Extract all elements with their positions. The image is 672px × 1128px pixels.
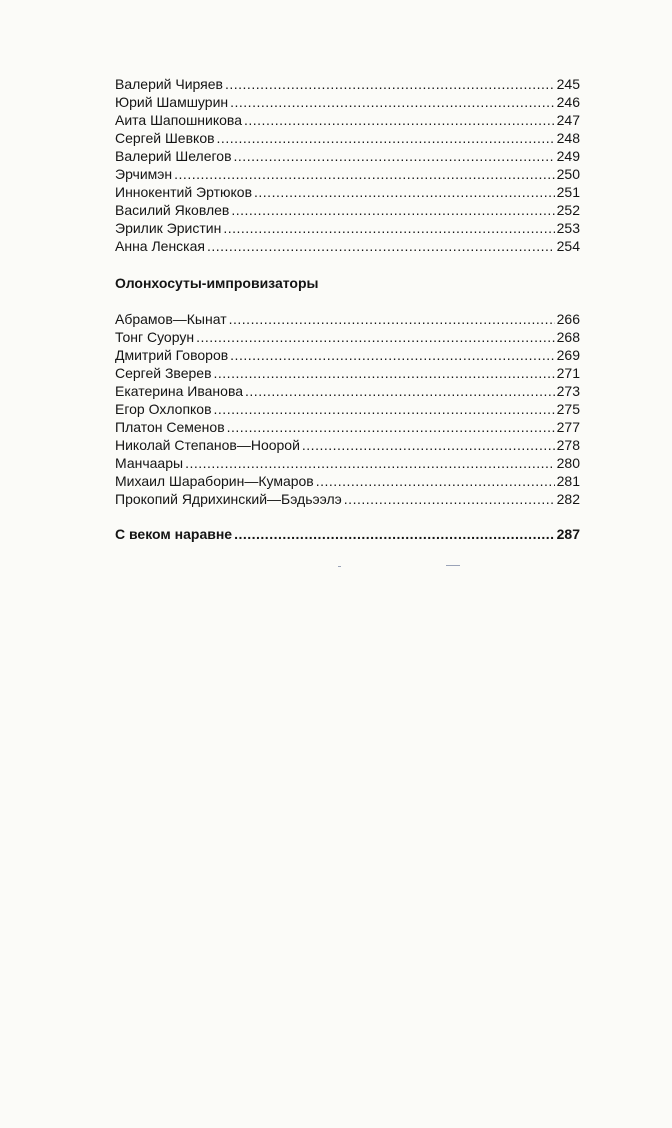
toc-entry <box>115 310 580 328</box>
entry-page-number: 287 <box>556 526 580 542</box>
entry-title: Иннокентий Эртюков <box>115 184 253 200</box>
entry-page-number: 252 <box>556 202 580 218</box>
toc-entry <box>115 165 580 183</box>
toc-entry <box>115 201 580 219</box>
dot-leader <box>214 400 555 418</box>
toc-entry <box>115 75 580 93</box>
entry-page-number: 251 <box>556 184 580 200</box>
dot-leader <box>229 310 555 328</box>
entry-title: Николай Степанов—Ноорой <box>115 437 300 453</box>
entry-title: Екатерина Иванова <box>115 383 244 399</box>
toc-entry <box>115 346 580 364</box>
toc-entry <box>115 364 580 382</box>
dot-leader <box>230 346 554 364</box>
entry-title: Михаил Шараборин—Кумаров <box>115 473 314 489</box>
entry-page-number: 246 <box>556 94 580 110</box>
toc-entry <box>115 111 580 129</box>
entry-page-number: 275 <box>556 401 580 417</box>
entry-title: Аита Шапошникова <box>115 112 242 128</box>
entry-page-number: 268 <box>556 329 580 345</box>
entry-page-number: 249 <box>556 148 580 164</box>
toc-entry <box>115 436 580 454</box>
toc-section-improvisers <box>115 310 580 508</box>
dot-leader <box>231 201 554 219</box>
toc-entry <box>115 418 580 436</box>
entry-title: Прокопий Ядрихинский—Бэдьээлэ <box>115 491 342 507</box>
toc-entry <box>115 328 580 346</box>
entry-title: Эрчимэн <box>115 166 173 182</box>
dot-leader <box>344 490 555 508</box>
entry-title: Абрамов—Кынат <box>115 311 227 327</box>
entry-title: Анна Ленская <box>115 238 205 254</box>
entry-page-number: 281 <box>556 473 580 489</box>
entry-page-number: 282 <box>556 491 580 507</box>
toc-entry <box>115 93 580 111</box>
toc-section-authors <box>115 75 580 255</box>
entry-title: С веком наравне <box>115 526 233 542</box>
dot-leader <box>185 454 555 472</box>
entry-page-number: 277 <box>556 419 580 435</box>
dot-leader <box>214 364 555 382</box>
toc-entry <box>115 454 580 472</box>
print-speck <box>446 565 460 566</box>
entry-page-number: 266 <box>556 311 580 327</box>
dot-leader <box>217 129 555 147</box>
table-of-contents <box>115 75 580 543</box>
toc-entry <box>115 472 580 490</box>
entry-title: Тонг Суорун <box>115 329 195 345</box>
entry-page-number: 269 <box>556 347 580 363</box>
toc-entry <box>115 237 580 255</box>
dot-leader <box>244 111 555 129</box>
toc-entry <box>115 147 580 165</box>
dot-leader <box>245 382 555 400</box>
entry-page-number: 248 <box>556 130 580 146</box>
dot-leader <box>227 418 555 436</box>
entry-title: Егор Охлопков <box>115 401 212 417</box>
entry-title: Платон Семенов <box>115 419 225 435</box>
dot-leader <box>254 183 555 201</box>
entry-page-number: 278 <box>556 437 580 453</box>
entry-title: Дмитрий Говоров <box>115 347 229 363</box>
toc-entry <box>115 490 580 508</box>
toc-entry <box>115 219 580 237</box>
entry-title: Сергей Зверев <box>115 365 212 381</box>
entry-title: Валерий Шелегов <box>115 148 232 164</box>
entry-title: Сергей Шевков <box>115 130 215 146</box>
entry-title: Валерий Чиряев <box>115 76 223 92</box>
dot-leader <box>225 75 555 93</box>
entry-page-number: 253 <box>556 220 580 236</box>
dot-leader <box>196 328 555 346</box>
dot-leader <box>316 472 555 490</box>
dot-leader <box>207 237 555 255</box>
dot-leader <box>223 219 554 237</box>
dot-leader <box>302 436 555 454</box>
entry-title: Манчаары <box>115 455 184 471</box>
entry-page-number: 245 <box>556 76 580 92</box>
print-speck <box>338 566 341 567</box>
entry-title: Юрий Шамшурин <box>115 94 229 110</box>
entry-page-number: 271 <box>556 365 580 381</box>
dot-leader <box>230 93 555 111</box>
entry-page-number: 280 <box>556 455 580 471</box>
entry-page-number: 273 <box>556 383 580 399</box>
entry-title: Эрилик Эристин <box>115 220 222 236</box>
toc-final-entry <box>115 525 580 543</box>
section-heading: Олонхосуты-импровизаторы <box>115 275 319 291</box>
dot-leader <box>234 147 555 165</box>
toc-entry <box>115 183 580 201</box>
toc-entry <box>115 129 580 147</box>
toc-entry <box>115 400 580 418</box>
dot-leader <box>234 525 555 543</box>
dot-leader <box>174 165 554 183</box>
entry-page-number: 247 <box>556 112 580 128</box>
entry-page-number: 250 <box>556 166 580 182</box>
entry-title: Василий Яковлев <box>115 202 230 218</box>
toc-entry <box>115 382 580 400</box>
entry-page-number: 254 <box>556 238 580 254</box>
